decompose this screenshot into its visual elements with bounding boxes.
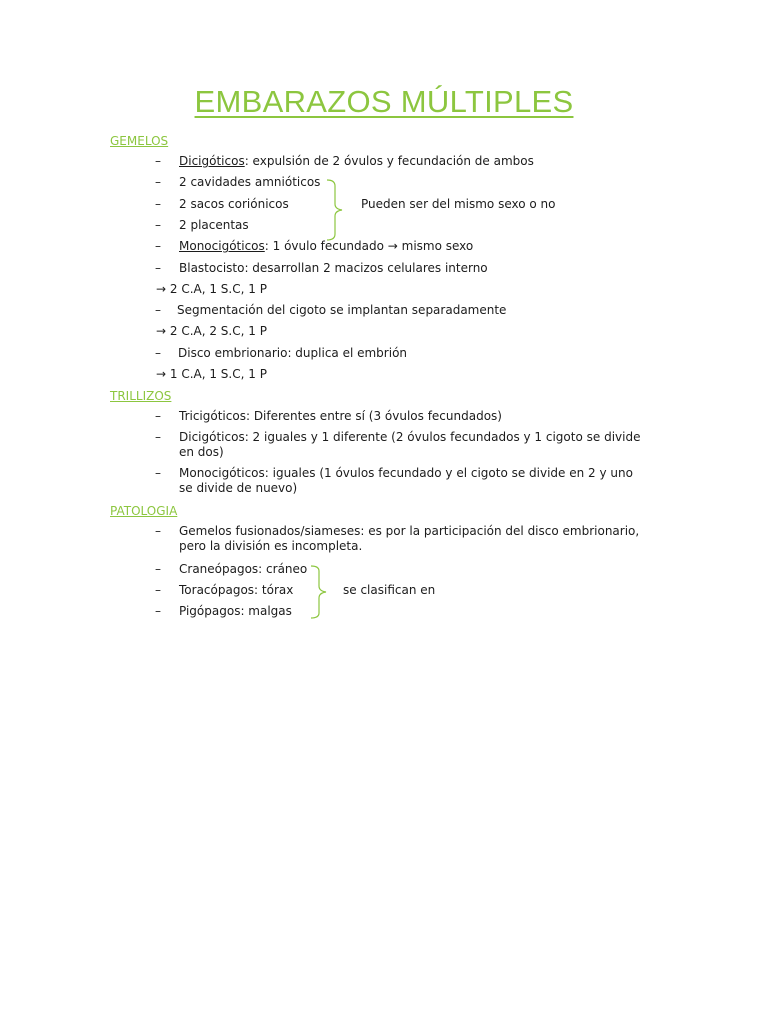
list-item-pigopagos: Pigópagos: malgas [179, 604, 292, 618]
bullet-dash: – [155, 239, 161, 253]
bullet-dash: – [155, 524, 161, 538]
bullet-dash: – [155, 466, 161, 480]
bullet-dash: – [155, 218, 161, 232]
section-heading-trillizos: TRILLIZOS [110, 389, 172, 403]
bullet-dash: – [155, 430, 161, 444]
list-item-disco: Disco embrionario: duplica el embrión [178, 346, 408, 360]
list-item-dicigoticos [179, 154, 534, 169]
bullet-dash: – [155, 154, 161, 168]
bullet-dash: – [155, 175, 161, 189]
brace-note-sexo: Pueden ser del mismo sexo o no [361, 197, 556, 211]
section-heading-gemelos: GEMELOS [110, 134, 169, 148]
definition-monocigoticos: : 1 óvulo fecundado → mismo sexo [264, 239, 474, 253]
list-item-tricigoticos: Tricigóticos: Diferentes entre sí (3 óvulos fecundados) [179, 409, 502, 423]
result-line-2: → 2 C.A, 2 S.C, 1 P [156, 324, 267, 338]
result-line-1: → 2 C.A, 1 S.C, 1 P [156, 282, 267, 296]
list-item-gemelos-fusionados: Gemelos fusionados/siameses: es por la participación del disco embrionario, pero la división es incompleta. [179, 524, 640, 553]
list-item-blastocisto: Blastocisto: desarrollan 2 macizos celulares interno [179, 261, 488, 275]
list-item-dicigoticos-trillizos: Dicigóticos: 2 iguales y 1 diferente (2 óvulos fecundados y 1 cigoto se divide en dos) [179, 430, 641, 459]
term-monocigoticos: Monocigóticos [179, 239, 265, 253]
list-item-monocigoticos-trillizos: Monocigóticos: iguales (1 óvulos fecundado y el cigoto se divide en 2 y uno se divide de nuevo) [179, 466, 633, 495]
section-heading-patologia: PATOLOGIA [110, 504, 178, 518]
list-item-segmentacion: Segmentación del cigoto se implantan separadamente [177, 303, 507, 317]
bullet-dash: – [155, 583, 161, 597]
list-item-placentas: 2 placentas [179, 218, 249, 232]
bullet-dash: – [155, 303, 161, 317]
term-dicigoticos: Dicigóticos [179, 154, 245, 168]
list-item-sacos: 2 sacos coriónicos [179, 197, 289, 211]
result-line-3: → 1 C.A, 1 S.C, 1 P [156, 367, 267, 381]
brace-note-clasifican: se clasifican en [343, 583, 436, 597]
curly-brace-icon [325, 178, 349, 242]
list-item-monocigoticos [179, 239, 473, 254]
bullet-dash: – [155, 604, 161, 618]
list-item-toracopagos: Toracópagos: tórax [179, 583, 294, 597]
bullet-dash: – [155, 562, 161, 576]
curly-brace-icon [309, 564, 333, 620]
list-item-cavidades: 2 cavidades amnióticos [179, 175, 321, 189]
bullet-dash: – [155, 409, 161, 423]
bullet-dash: – [155, 261, 161, 275]
list-item-craneopagos: Craneópagos: cráneo [179, 562, 308, 576]
definition-dicigoticos: : expulsión de 2 óvulos y fecundación de ambos [244, 154, 534, 168]
bullet-dash: – [155, 197, 161, 211]
bullet-dash: – [155, 346, 161, 360]
page-title: EMBARAZOS MÚLTIPLES [194, 84, 574, 119]
